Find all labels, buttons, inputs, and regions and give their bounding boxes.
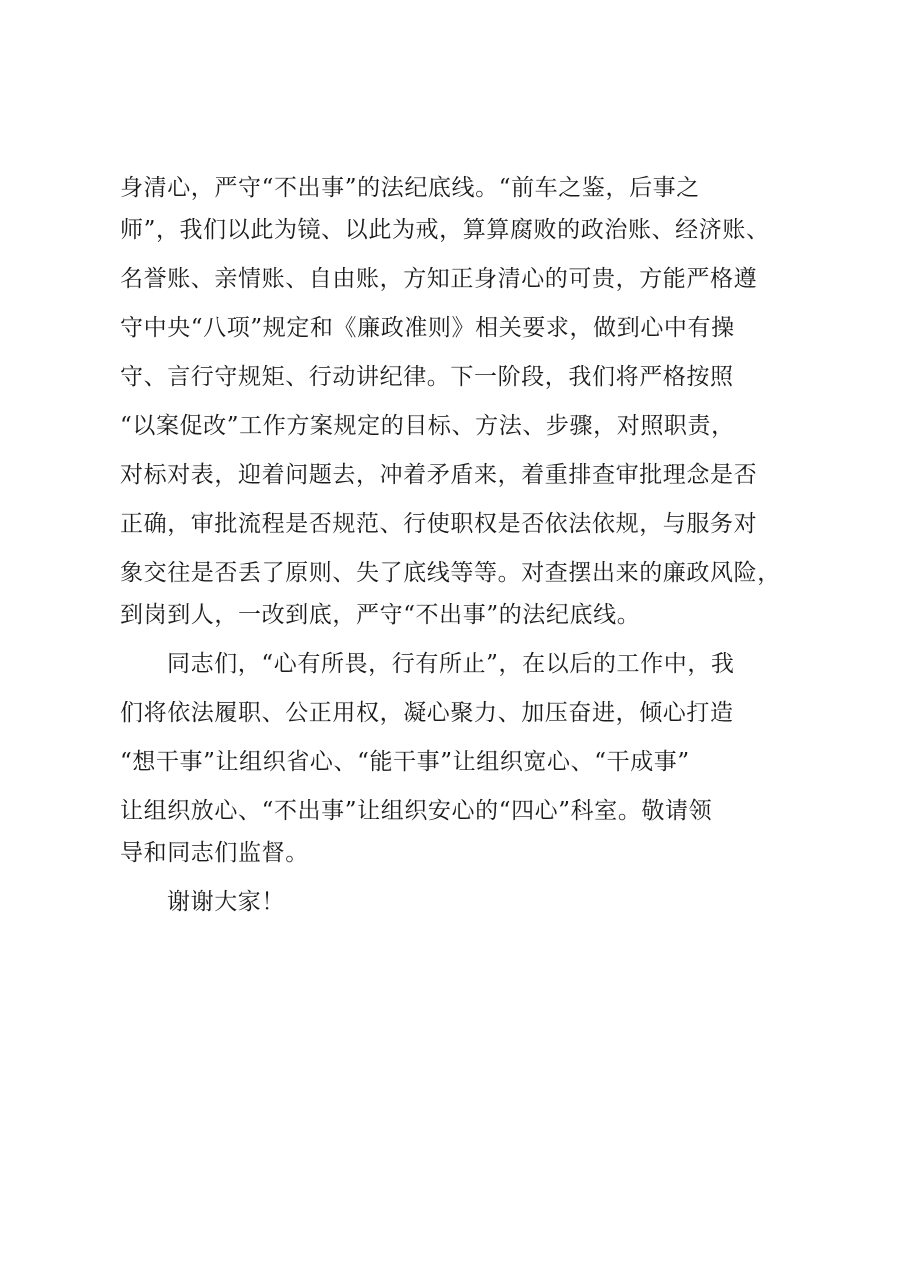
paragraph-line: 到岗到人，一改到底，严守“不出事”的法纪底线。	[120, 602, 641, 628]
paragraph-line: 们将依法履职、公正用权，凝心聚力、加压奋进，倾心打造	[120, 700, 734, 726]
paragraph-line: 名誉账、亲情账、自由账，方知正身清心的可贵，方能严格遵	[120, 266, 758, 292]
paragraph-line: 导和同志们监督。	[120, 840, 309, 866]
paragraph-line: “想干事”让组织省心、“能干事”让组织宽心、“干成事”	[120, 749, 690, 775]
paragraph-line: 同志们，“心有所畏，行有所止”，在以后的工作中，我	[167, 651, 735, 677]
closing-remark: 谢谢大家！	[167, 889, 285, 915]
paragraph-line: 身清心，严守“不出事”的法纪底线。“前车之鉴，后事之	[120, 175, 700, 201]
paragraph-line: 让组织放心、“不出事”让组织安心的“四心”科室。敬请领	[120, 798, 713, 824]
paragraph-line: 对标对表，迎着问题去，冲着矛盾来，着重排查审批理念是否	[120, 462, 758, 488]
paragraph-line: 正确，审批流程是否规范、行使职权是否依法依规，与服务对	[120, 511, 758, 537]
paragraph-line: 师”，我们以此为镜、以此为戒，算算腐败的政治账、经济账、	[120, 217, 770, 243]
paragraph-line: “以案促改”工作方案规定的目标、方法、步骤，对照职责，	[120, 413, 735, 439]
paragraph-line: 守、言行守规矩、行动讲纪律。下一阶段，我们将严格按照	[120, 364, 734, 390]
paragraph-line: 象交往是否丢了原则、失了底线等等。对查摆出来的廉政风险，	[120, 560, 781, 586]
paragraph-line: 守中央“八项”规定和《廉政准则》相关要求，做到心中有操	[120, 315, 735, 341]
